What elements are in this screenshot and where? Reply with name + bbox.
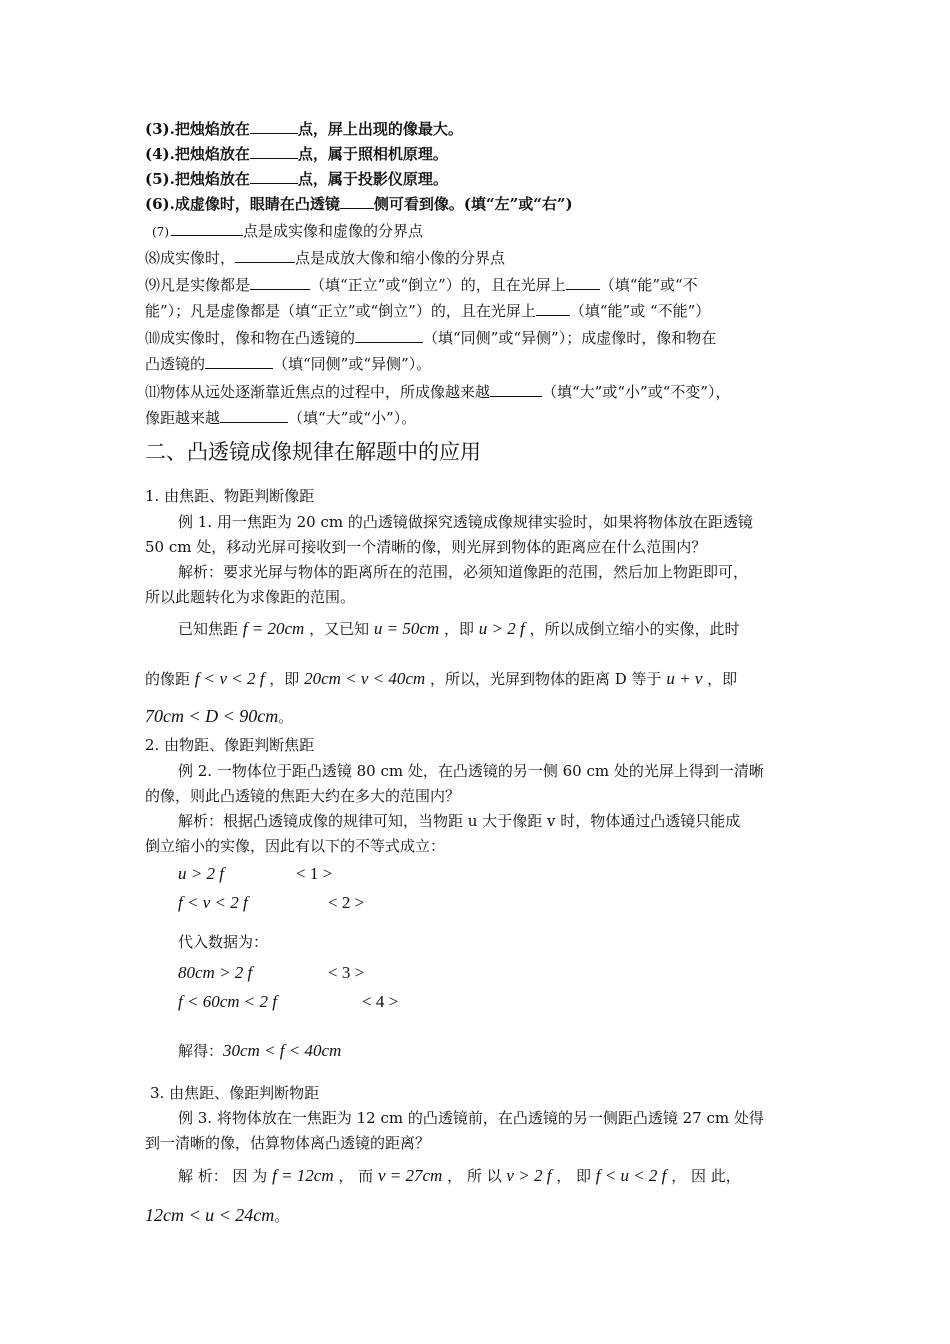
text: ，所以成倒立缩小的实像，此时 (529, 620, 740, 638)
formula: u > 2 f (478, 619, 525, 638)
subsection-2-title: 2. 由物距、像距判断焦距 (145, 736, 315, 754)
formula: f < v < 2 f (178, 893, 248, 912)
solution (178, 1041, 843, 1061)
equation-tag: < 1 > (296, 864, 333, 883)
item-5-text: (5).把烛焰放在 (145, 170, 250, 188)
answer-blank[interactable] (566, 275, 600, 290)
formula: 70cm < D < 90cm (145, 706, 279, 726)
item-6 (145, 194, 810, 214)
item-9-text-2-end: （填“能”或 “不能”） (569, 302, 711, 320)
answer-blank[interactable] (490, 382, 542, 397)
answer-blank[interactable] (250, 144, 298, 159)
item-11-line-1 (145, 382, 810, 402)
item-4 (145, 144, 810, 164)
inequality-4 (178, 992, 843, 1012)
item-9-text-mid: （填“正立”或“倒立”）的，且在光屏上 (310, 276, 566, 294)
text: 。 (278, 708, 294, 726)
example-1-result (145, 706, 810, 727)
formula: v = 27cm (377, 1166, 443, 1185)
text: ，即 (269, 670, 300, 688)
item-6-text-end: 侧可看到像。(填“左”或“右”) (373, 195, 573, 213)
answer-blank[interactable] (355, 328, 423, 343)
item-4-text-end: 点，属于照相机原理。 (297, 145, 448, 163)
subsection-3-title: 3. 由焦距、像距判断物距 (150, 1084, 320, 1102)
text: 的像距 (145, 670, 191, 688)
formula: 20cm < v < 40cm (304, 669, 426, 688)
text: ， 即 (556, 1167, 591, 1185)
item-7 (145, 221, 810, 242)
answer-blank[interactable] (250, 275, 310, 290)
formula: 80cm > 2 f (178, 963, 253, 982)
item-3-text: (3).把烛焰放在 (145, 120, 250, 138)
item-10-text: ⑽成实像时，像和物在凸透镜的 (145, 329, 356, 347)
text: ， 所 以 (447, 1167, 502, 1185)
item-11-text-2: 像距越来越 (145, 409, 221, 427)
formula: u > 2 f (178, 864, 224, 883)
text: ，又已知 (309, 620, 370, 638)
answer-blank[interactable] (250, 169, 298, 184)
item-5 (145, 169, 810, 189)
answer-blank[interactable] (220, 408, 288, 423)
item-7-number: (7) (152, 225, 169, 239)
item-6-text: (6).成虚像时，眼睛在凸透镜 (145, 195, 340, 213)
text: 。 (274, 1207, 290, 1225)
example-1-analysis: 解析：要求光屏与物体的距离所在的范围，必须知道像距的范围，然后加上物距即可， (178, 563, 749, 581)
example-1-text: 50 cm 处，移动光屏可接收到一个清晰的像，则光屏到物体的距离应在什么范围内？ (145, 538, 707, 556)
inequality-1 (178, 864, 843, 884)
item-10-text-2-end: （填“同侧”或“异侧”）。 (273, 355, 432, 373)
inequality-2 (178, 893, 843, 913)
example-3-result (145, 1205, 810, 1226)
item-10-text-2: 凸透镜的 (145, 355, 206, 373)
substitute-label: 代入数据为： (178, 933, 269, 951)
item-9-text: ⑼凡是实像都是 (145, 276, 251, 294)
example-3-text: 例 3. 将物体放在一焦距为 12 cm 的凸透镜前，在凸透镜的另一侧距凸透镜 27 cm 处得 (178, 1109, 764, 1127)
answer-blank[interactable] (205, 354, 273, 369)
example-3-analysis (178, 1166, 808, 1186)
text: ，即 (443, 620, 474, 638)
formula: u + v (666, 669, 703, 688)
answer-blank[interactable] (340, 194, 374, 209)
item-8-text: ⑻成实像时， (145, 249, 236, 267)
formula: 30cm < f < 40cm (223, 1041, 342, 1060)
item-9-text-2: 能”）；凡是虚像都是（填“正立”或“倒立”）的，且在光屏上 (145, 302, 536, 320)
inequality-3 (178, 963, 843, 983)
item-10-text-end: （填“同侧”或“异侧”）；成虚像时，像和物在 (423, 329, 717, 347)
item-11-text-end: （填“大”或“小”或“不变”）， (542, 383, 731, 401)
item-10-line-1 (145, 328, 810, 348)
text: ， 因 此， (671, 1167, 741, 1185)
item-11-line-2 (145, 408, 810, 428)
item-10-line-2 (145, 354, 810, 374)
example-2-text: 的像，则此凸透镜的焦距大约在多大的范围内？ (145, 787, 461, 805)
formula: v > 2 f (506, 1166, 552, 1185)
item-3-text-end: 点，屏上出现的像最大。 (297, 120, 463, 138)
item-9-line-2 (145, 301, 810, 321)
example-1-text: 例 1. 用一焦距为 20 cm 的凸透镜做探究透镜成像规律实验时，如果将物体放在距透镜 (178, 513, 753, 531)
item-9-text-end: （填“能”或“不 (599, 276, 698, 294)
example-1-derivation-1 (178, 619, 808, 639)
item-8-text-end: 点是成放大像和缩小像的分界点 (295, 249, 506, 267)
item-11-text: ⑾物体从远处逐渐靠近焦点的过程中，所成像越来越 (145, 383, 491, 401)
item-4-text: (4).把烛焰放在 (145, 145, 250, 163)
answer-blank[interactable] (250, 119, 298, 134)
item-5-text-end: 点，属于投影仪原理。 (297, 170, 448, 188)
text: ，所以，光屏到物体的距离 D 等于 (429, 670, 662, 688)
subsection-1-title: 1. 由焦距、物距判断像距 (145, 487, 315, 505)
formula: f = 20cm (242, 619, 305, 638)
item-9-line-1 (145, 275, 810, 295)
text: 解得： (178, 1042, 224, 1060)
example-1-analysis: 所以此题转化为求像距的范围。 (145, 588, 356, 606)
item-3 (145, 119, 810, 139)
example-2-text: 例 2. 一物体位于距凸透镜 80 cm 处，在凸透镜的另一侧 60 cm 处的光屏上得到一清晰 (178, 762, 764, 780)
equation-tag: < 2 > (328, 893, 365, 912)
example-1-derivation-2 (145, 669, 810, 689)
formula: f < v < 2 f (194, 669, 265, 688)
formula: f = 12cm (272, 1166, 334, 1185)
answer-blank[interactable] (235, 248, 295, 263)
item-8 (145, 248, 810, 268)
example-3-text: 到一清晰的像，估算物体离凸透镜的距离？ (145, 1134, 431, 1152)
text: 已知焦距 (178, 620, 239, 638)
formula: f < u < 2 f (595, 1166, 667, 1185)
answer-blank[interactable] (171, 221, 243, 236)
item-11-text-2-end: （填“大”或“小”）。 (288, 409, 417, 427)
formula: u = 50cm (373, 619, 440, 638)
section-heading: 二、凸透镜成像规律在解题中的应用 (145, 440, 481, 464)
example-2-analysis: 倒立缩小的实像，因此有以下的不等式成立： (145, 837, 446, 855)
text: ， 而 (338, 1167, 374, 1185)
text: ，即 (707, 670, 738, 688)
equation-tag: < 3 > (328, 963, 365, 982)
equation-tag: < 4 > (362, 992, 399, 1011)
answer-blank[interactable] (536, 301, 570, 316)
formula: f < 60cm < 2 f (178, 992, 277, 1011)
item-7-text: 点是成实像和虚像的分界点 (243, 222, 424, 240)
text: 解 析： 因 为 (178, 1167, 268, 1185)
example-2-analysis: 解析：根据凸透镜成像的规律可知，当物距 u 大于像距 v 时，物体通过凸透镜只能成 (178, 812, 741, 830)
formula: 12cm < u < 24cm (145, 1205, 275, 1225)
